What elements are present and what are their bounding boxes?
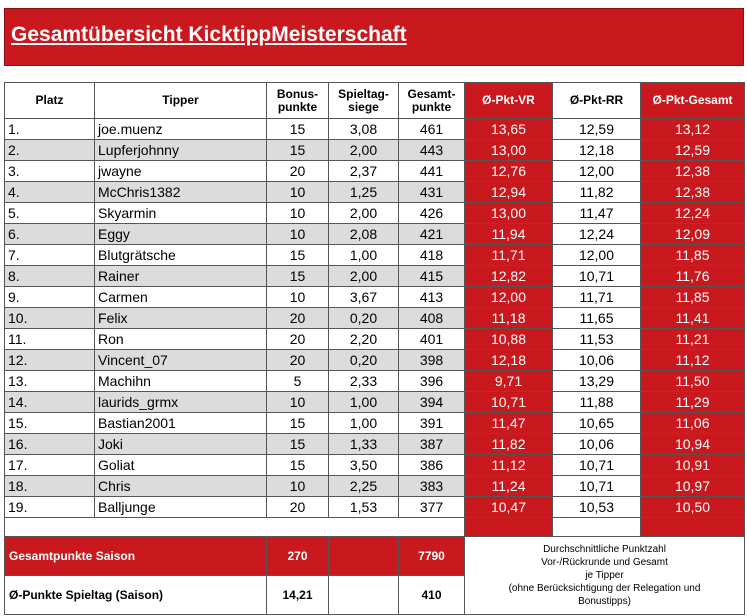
cell-platz: 16. bbox=[5, 434, 95, 455]
cell-platz: 2. bbox=[5, 140, 95, 161]
cell-punkte: 415 bbox=[399, 266, 465, 287]
cell-pkt-vr: 13,00 bbox=[465, 203, 553, 224]
table-row bbox=[5, 119, 745, 140]
cell-platz: 11. bbox=[5, 329, 95, 350]
cell-bonus: 15 bbox=[267, 119, 329, 140]
cell-platz: 1. bbox=[5, 119, 95, 140]
header-spieltag-line2: siege bbox=[348, 99, 379, 114]
header-spieltagsiege bbox=[329, 83, 399, 119]
cell-pkt-rr: 12,24 bbox=[553, 224, 641, 245]
cell-platz: 13. bbox=[5, 371, 95, 392]
cell-pkt-rr: 10,53 bbox=[553, 497, 641, 518]
header-pkt-rr: Ø-Pkt-RR bbox=[553, 83, 641, 119]
cell-tipper: Machihn bbox=[95, 371, 267, 392]
table-row bbox=[5, 476, 745, 497]
cell-pkt-gesamt: 11,85 bbox=[641, 245, 745, 266]
note-line-5: Bonustipps) bbox=[578, 596, 631, 607]
spieltag-punkte: 410 bbox=[399, 576, 465, 615]
cell-tipper: McChris1382 bbox=[95, 182, 267, 203]
cell-tipper: Eggy bbox=[95, 224, 267, 245]
cell-pkt-vr: 10,71 bbox=[465, 392, 553, 413]
page-title: Gesamtübersicht KicktippMeisterschaft bbox=[11, 23, 407, 46]
cell-punkte: 408 bbox=[399, 308, 465, 329]
cell-platz: 15. bbox=[5, 413, 95, 434]
saison-bonus: 270 bbox=[267, 537, 329, 576]
cell-pkt-rr: 10,06 bbox=[553, 350, 641, 371]
cell-pkt-gesamt: 11,06 bbox=[641, 413, 745, 434]
cell-siege: 1,25 bbox=[329, 182, 399, 203]
cell-bonus: 15 bbox=[267, 266, 329, 287]
cell-punkte: 383 bbox=[399, 476, 465, 497]
cell-pkt-rr: 10,06 bbox=[553, 434, 641, 455]
cell-tipper: Vincent_07 bbox=[95, 350, 267, 371]
standings-body bbox=[5, 119, 745, 540]
cell-pkt-gesamt: 12,09 bbox=[641, 224, 745, 245]
cell-tipper: Joki bbox=[95, 434, 267, 455]
cell-pkt-rr: 10,65 bbox=[553, 413, 641, 434]
header-row bbox=[5, 83, 745, 119]
cell-siege: 1,33 bbox=[329, 434, 399, 455]
table-row bbox=[5, 266, 745, 287]
cell-platz: 9. bbox=[5, 287, 95, 308]
cell-punkte: 441 bbox=[399, 161, 465, 182]
note-line-2: Vor-/Rückrunde und Gesamt bbox=[541, 557, 668, 568]
cell-bonus: 10 bbox=[267, 476, 329, 497]
cell-siege: 1,00 bbox=[329, 413, 399, 434]
summary-row-saison bbox=[5, 537, 745, 576]
cell-pkt-vr: 12,76 bbox=[465, 161, 553, 182]
cell-bonus: 20 bbox=[267, 350, 329, 371]
table-row bbox=[5, 224, 745, 245]
cell-pkt-gesamt: 12,38 bbox=[641, 182, 745, 203]
cell-pkt-gesamt: 10,97 bbox=[641, 476, 745, 497]
cell-punkte: 443 bbox=[399, 140, 465, 161]
cell-pkt-rr: 11,88 bbox=[553, 392, 641, 413]
spieltag-bonus: 14,21 bbox=[267, 576, 329, 615]
table-row bbox=[5, 182, 745, 203]
cell-pkt-gesamt: 11,29 bbox=[641, 392, 745, 413]
cell-pkt-gesamt: 11,76 bbox=[641, 266, 745, 287]
cell-siege: 2,00 bbox=[329, 203, 399, 224]
cell-punkte: 431 bbox=[399, 182, 465, 203]
saison-punkte: 7790 bbox=[399, 537, 465, 576]
cell-tipper: Felix bbox=[95, 308, 267, 329]
cell-pkt-vr: 11,47 bbox=[465, 413, 553, 434]
cell-tipper: joe.muenz bbox=[95, 119, 267, 140]
cell-bonus: 10 bbox=[267, 182, 329, 203]
cell-pkt-vr: 13,00 bbox=[465, 140, 553, 161]
cell-platz: 12. bbox=[5, 350, 95, 371]
cell-platz: 5. bbox=[5, 203, 95, 224]
spieltag-siege bbox=[329, 576, 399, 615]
cell-bonus: 15 bbox=[267, 434, 329, 455]
cell-punkte: 401 bbox=[399, 329, 465, 350]
cell-tipper: Ron bbox=[95, 329, 267, 350]
header-bonuspunkte bbox=[267, 83, 329, 119]
cell-pkt-vr: 10,88 bbox=[465, 329, 553, 350]
cell-siege: 2,25 bbox=[329, 476, 399, 497]
header-tipper: Tipper bbox=[95, 83, 267, 119]
table-row bbox=[5, 329, 745, 350]
cell-bonus: 15 bbox=[267, 455, 329, 476]
table-row bbox=[5, 392, 745, 413]
header-pkt-gesamt: Ø-Pkt-Gesamt bbox=[641, 83, 745, 119]
cell-pkt-rr: 11,47 bbox=[553, 203, 641, 224]
cell-bonus: 10 bbox=[267, 203, 329, 224]
cell-tipper: Bastian2001 bbox=[95, 413, 267, 434]
cell-pkt-rr: 11,53 bbox=[553, 329, 641, 350]
table-row bbox=[5, 287, 745, 308]
cell-bonus: 20 bbox=[267, 497, 329, 518]
summary-table bbox=[4, 536, 745, 615]
cell-punkte: 426 bbox=[399, 203, 465, 224]
cell-punkte: 386 bbox=[399, 455, 465, 476]
cell-bonus: 10 bbox=[267, 392, 329, 413]
cell-pkt-rr: 10,71 bbox=[553, 476, 641, 497]
cell-platz: 10. bbox=[5, 308, 95, 329]
table-row bbox=[5, 434, 745, 455]
cell-pkt-rr: 12,18 bbox=[553, 140, 641, 161]
cell-bonus: 5 bbox=[267, 371, 329, 392]
cell-pkt-rr: 13,29 bbox=[553, 371, 641, 392]
cell-pkt-gesamt: 10,94 bbox=[641, 434, 745, 455]
cell-bonus: 10 bbox=[267, 287, 329, 308]
cell-tipper: Balljunge bbox=[95, 497, 267, 518]
cell-siege: 2,33 bbox=[329, 371, 399, 392]
note-line-4: (ohne Berücksichtigung der Relegation und bbox=[508, 583, 701, 594]
cell-siege: 0,20 bbox=[329, 308, 399, 329]
cell-pkt-gesamt: 11,50 bbox=[641, 371, 745, 392]
header-bonus-line2: punkte bbox=[277, 99, 318, 114]
cell-platz: 6. bbox=[5, 224, 95, 245]
cell-pkt-vr: 9,71 bbox=[465, 371, 553, 392]
cell-pkt-vr: 11,94 bbox=[465, 224, 553, 245]
cell-bonus: 10 bbox=[267, 224, 329, 245]
cell-tipper: Lupferjohnny bbox=[95, 140, 267, 161]
cell-siege: 1,00 bbox=[329, 392, 399, 413]
note-line-1: Durchschnittliche Punktzahl bbox=[543, 544, 666, 555]
title-bar bbox=[4, 8, 744, 66]
spieltag-label: Ø-Punkte Spieltag (Saison) bbox=[5, 576, 267, 615]
cell-siege: 2,37 bbox=[329, 161, 399, 182]
cell-siege: 0,20 bbox=[329, 350, 399, 371]
cell-pkt-vr: 12,18 bbox=[465, 350, 553, 371]
cell-bonus: 20 bbox=[267, 161, 329, 182]
average-note bbox=[465, 537, 745, 615]
table-row bbox=[5, 350, 745, 371]
cell-pkt-vr: 12,82 bbox=[465, 266, 553, 287]
cell-pkt-gesamt: 10,50 bbox=[641, 497, 745, 518]
cell-tipper: Skyarmin bbox=[95, 203, 267, 224]
cell-punkte: 461 bbox=[399, 119, 465, 140]
cell-tipper: Goliat bbox=[95, 455, 267, 476]
cell-siege: 2,08 bbox=[329, 224, 399, 245]
cell-pkt-rr: 10,71 bbox=[553, 266, 641, 287]
header-gesamt-line1: Gesamt- bbox=[407, 86, 456, 101]
cell-tipper: laurids_grmx bbox=[95, 392, 267, 413]
cell-siege: 3,08 bbox=[329, 119, 399, 140]
cell-pkt-vr: 10,47 bbox=[465, 497, 553, 518]
cell-punkte: 421 bbox=[399, 224, 465, 245]
saison-siege bbox=[329, 537, 399, 576]
cell-tipper: Carmen bbox=[95, 287, 267, 308]
cell-pkt-vr: 11,82 bbox=[465, 434, 553, 455]
cell-platz: 8. bbox=[5, 266, 95, 287]
cell-pkt-vr: 11,24 bbox=[465, 476, 553, 497]
cell-pkt-gesamt: 10,91 bbox=[641, 455, 745, 476]
standings-table bbox=[4, 82, 745, 540]
table-row bbox=[5, 371, 745, 392]
cell-punkte: 396 bbox=[399, 371, 465, 392]
header-gesamt-line2: punkte bbox=[411, 99, 452, 114]
table-row bbox=[5, 413, 745, 434]
cell-pkt-gesamt: 12,59 bbox=[641, 140, 745, 161]
header-spieltag-line1: Spieltag- bbox=[338, 86, 389, 101]
header-bonus-line1: Bonus- bbox=[276, 86, 319, 101]
table-row bbox=[5, 245, 745, 266]
cell-pkt-gesamt: 11,41 bbox=[641, 308, 745, 329]
cell-pkt-rr: 12,00 bbox=[553, 161, 641, 182]
table-row bbox=[5, 455, 745, 476]
cell-pkt-rr: 12,59 bbox=[553, 119, 641, 140]
table-row bbox=[5, 140, 745, 161]
cell-siege: 1,53 bbox=[329, 497, 399, 518]
cell-punkte: 387 bbox=[399, 434, 465, 455]
cell-platz: 18. bbox=[5, 476, 95, 497]
cell-bonus: 15 bbox=[267, 413, 329, 434]
cell-pkt-gesamt: 12,38 bbox=[641, 161, 745, 182]
table-row bbox=[5, 308, 745, 329]
cell-pkt-rr: 11,71 bbox=[553, 287, 641, 308]
cell-platz: 17. bbox=[5, 455, 95, 476]
cell-pkt-gesamt: 11,85 bbox=[641, 287, 745, 308]
cell-punkte: 418 bbox=[399, 245, 465, 266]
cell-tipper: jwayne bbox=[95, 161, 267, 182]
cell-pkt-vr: 12,94 bbox=[465, 182, 553, 203]
cell-bonus: 15 bbox=[267, 245, 329, 266]
cell-punkte: 391 bbox=[399, 413, 465, 434]
header-platz: Platz bbox=[5, 83, 95, 119]
table-row bbox=[5, 497, 745, 518]
cell-pkt-rr: 10,71 bbox=[553, 455, 641, 476]
cell-platz: 7. bbox=[5, 245, 95, 266]
header-gesamtpunkte bbox=[399, 83, 465, 119]
sheet-frame bbox=[4, 4, 744, 614]
cell-tipper: Rainer bbox=[95, 266, 267, 287]
cell-siege: 3,50 bbox=[329, 455, 399, 476]
cell-pkt-rr: 11,65 bbox=[553, 308, 641, 329]
cell-siege: 2,00 bbox=[329, 140, 399, 161]
cell-pkt-vr: 12,00 bbox=[465, 287, 553, 308]
cell-pkt-rr: 11,82 bbox=[553, 182, 641, 203]
cell-punkte: 413 bbox=[399, 287, 465, 308]
cell-punkte: 377 bbox=[399, 497, 465, 518]
cell-platz: 14. bbox=[5, 392, 95, 413]
cell-pkt-gesamt: 13,12 bbox=[641, 119, 745, 140]
cell-siege: 2,20 bbox=[329, 329, 399, 350]
cell-pkt-gesamt: 11,21 bbox=[641, 329, 745, 350]
cell-siege: 3,67 bbox=[329, 287, 399, 308]
cell-pkt-vr: 11,71 bbox=[465, 245, 553, 266]
cell-platz: 19. bbox=[5, 497, 95, 518]
cell-platz: 3. bbox=[5, 161, 95, 182]
cell-siege: 2,00 bbox=[329, 266, 399, 287]
cell-tipper: Blutgrätsche bbox=[95, 245, 267, 266]
cell-pkt-gesamt: 11,12 bbox=[641, 350, 745, 371]
note-line-3: je Tipper bbox=[585, 570, 624, 581]
cell-pkt-gesamt: 12,24 bbox=[641, 203, 745, 224]
cell-tipper: Chris bbox=[95, 476, 267, 497]
cell-pkt-vr: 11,18 bbox=[465, 308, 553, 329]
cell-bonus: 15 bbox=[267, 140, 329, 161]
table-row bbox=[5, 203, 745, 224]
cell-platz: 4. bbox=[5, 182, 95, 203]
cell-pkt-vr: 11,12 bbox=[465, 455, 553, 476]
saison-label: Gesamtpunkte Saison bbox=[5, 537, 267, 576]
cell-siege: 1,00 bbox=[329, 245, 399, 266]
header-pkt-vr: Ø-Pkt-VR bbox=[465, 83, 553, 119]
cell-punkte: 394 bbox=[399, 392, 465, 413]
table-row bbox=[5, 161, 745, 182]
cell-bonus: 20 bbox=[267, 308, 329, 329]
cell-pkt-vr: 13,65 bbox=[465, 119, 553, 140]
cell-bonus: 20 bbox=[267, 329, 329, 350]
cell-punkte: 398 bbox=[399, 350, 465, 371]
cell-pkt-rr: 12,00 bbox=[553, 245, 641, 266]
